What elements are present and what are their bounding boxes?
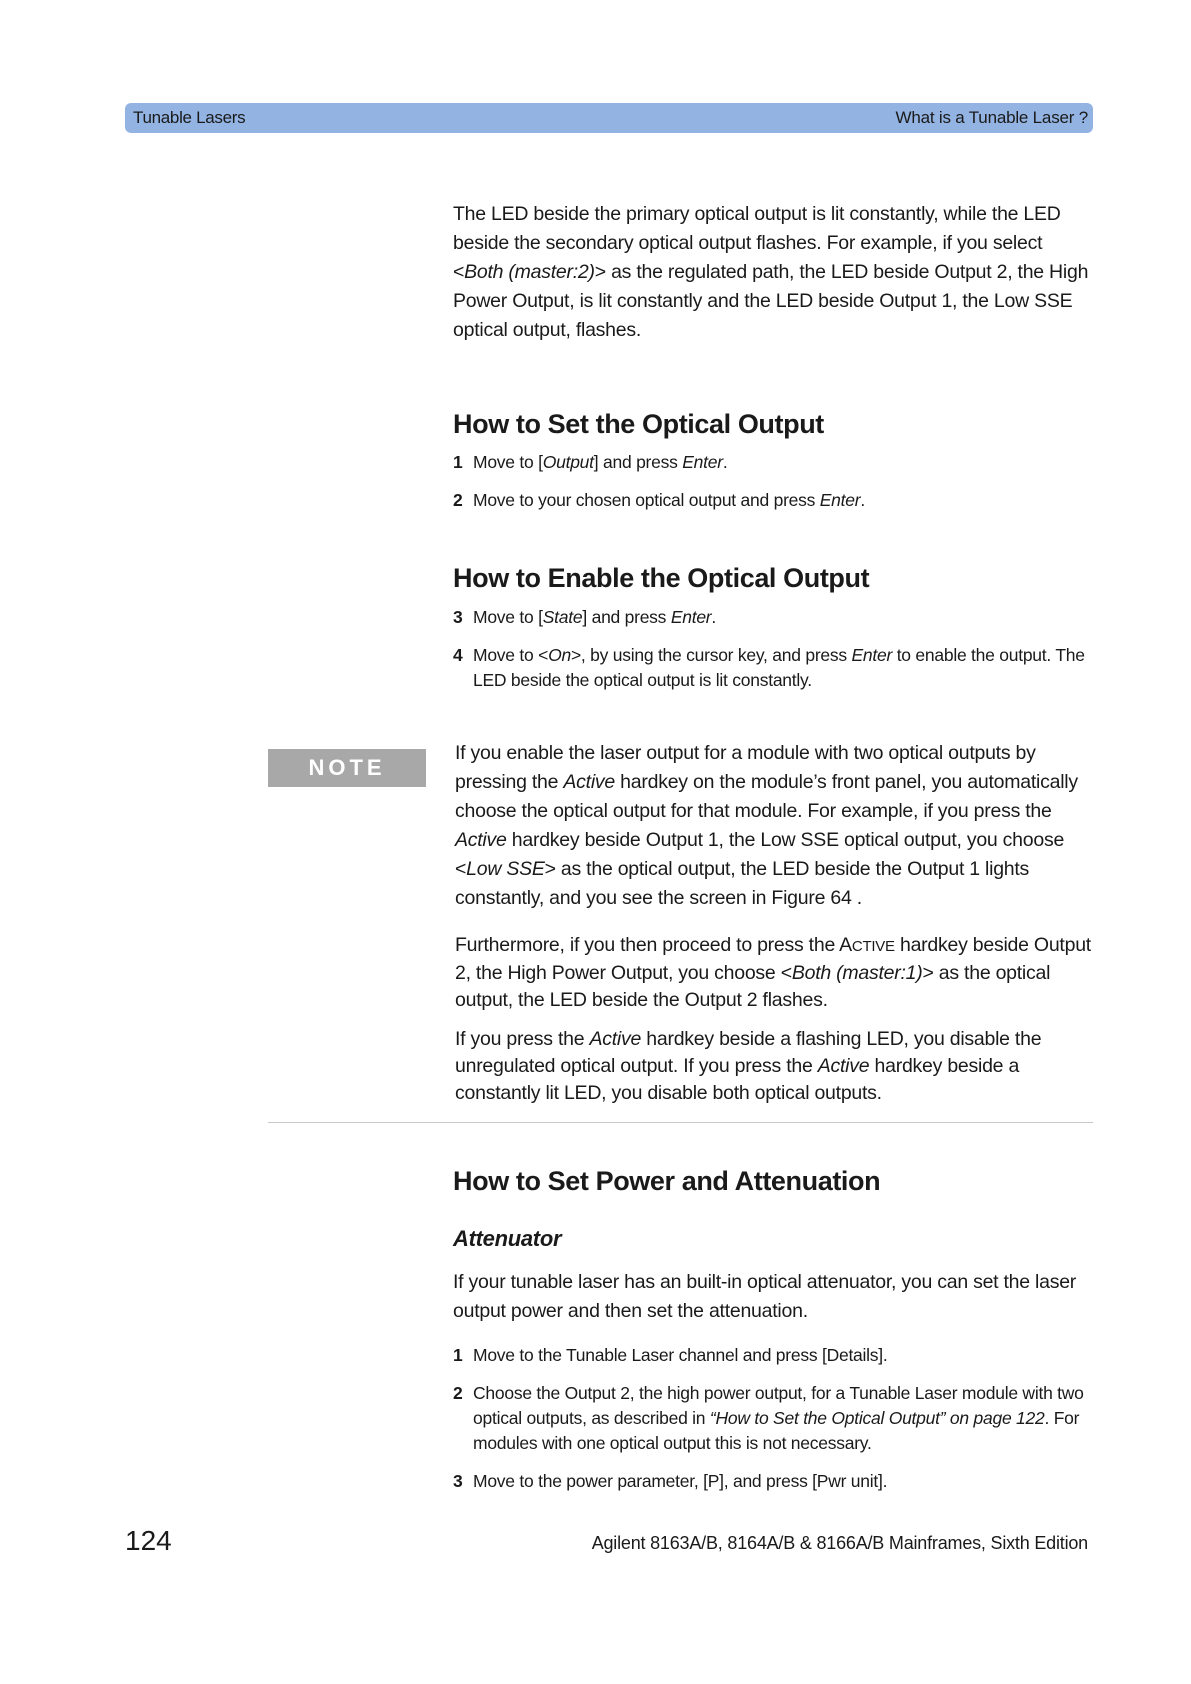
step-3-state: 3 Move to [State] and press Enter. (453, 605, 1093, 630)
attenuator-paragraph: If your tunable laser has an built-in optical attenuator, you can set the laser output power and then set the attenuation. (453, 1271, 1077, 1322)
step-number: 2 (453, 1383, 463, 1403)
step-3-power: 3 Move to the power parameter, [P], and press [Pwr unit]. (453, 1469, 1093, 1494)
note-divider (268, 1122, 1093, 1123)
heading-power-attenuation: How to Set Power and Attenuation (453, 1166, 881, 1196)
step-number: 1 (453, 1345, 463, 1365)
step-2-choose-output: 2 Move to your chosen optical output and press Enter. (453, 488, 1093, 513)
subheading-attenuator: Attenuator (453, 1226, 562, 1251)
intro-text-2: Both (master:2) (464, 261, 595, 283)
step-2-output-2: 2 Choose the Output 2, the high power output, for a Tunable Laser module with two optical outputs, as described in “How to Set the Optical Output” on page 122. For modules with one optical output this is not necessary. (453, 1383, 1084, 1453)
heading-enable-optical-output: How to Enable the Optical Output (453, 563, 870, 593)
note-paragraph-2: Furthermore, if you then proceed to press the ACTIVE hardkey beside Output 2, the High Power Output, you choose <Both (master:1)> as the optical output, the LED beside the Output 2 flashes. (455, 934, 1091, 1011)
heading-set-optical-output: How to Set the Optical Output (453, 409, 824, 439)
page-number: 124 (125, 1525, 172, 1556)
step-number: 3 (453, 1471, 463, 1491)
running-header-section: What is a Tunable Laser ? (895, 108, 1088, 127)
note-paragraph-3: If you press the Active hardkey beside a flashing LED, you disable the unregulated optical output. If you press the Active hardkey beside a constantly lit LED, you disable both optical outputs. (455, 1028, 1042, 1104)
footer-manual-title: Agilent 8163A/B, 8164A/B & 8166A/B Mainframes, Sixth Edition (591, 1533, 1088, 1553)
intro-paragraph (453, 200, 1093, 345)
intro-text-1: The LED beside the primary optical output is lit constantly, while the LED beside the secondary optical output flashes. For example, if you select < (453, 203, 1061, 283)
step-number: 2 (453, 490, 463, 510)
step-number: 1 (453, 452, 463, 472)
step-4-on: 4 Move to <On>, by using the cursor key, and press Enter to enable the output. The LED beside the optical output is lit constantly. (453, 645, 1085, 690)
running-header-chapter: Tunable Lasers (133, 108, 246, 127)
intro-text-3: > as the regulated path, the LED beside Output 2, the High Power Output, is lit constantly and the LED beside Output 1, the Low SSE optical output, flashes. (453, 261, 1089, 341)
step-number: 4 (453, 645, 463, 665)
step-1-output: 1 Move to [Output] and press Enter. (453, 450, 1093, 475)
step-number: 3 (453, 607, 463, 627)
note-label-box: NOTE (268, 749, 426, 787)
step-1-details: 1 Move to the Tunable Laser channel and press [Details]. (453, 1343, 1093, 1368)
cross-reference-link[interactable]: “How to Set the Optical Output” on page 122 (709, 1408, 1045, 1428)
note-paragraph-1: If you enable the laser output for a module with two optical outputs by pressing the Active hardkey on the module’s front panel, you automatically choose the optical output for that module. For example, if you press the Active hardkey beside Output 1, the Low SSE optical output, you choose <Low SSE> as the optical output, the LED beside the Output 1 lights constantly, and you see the screen in Figure 64 . (455, 742, 1078, 909)
